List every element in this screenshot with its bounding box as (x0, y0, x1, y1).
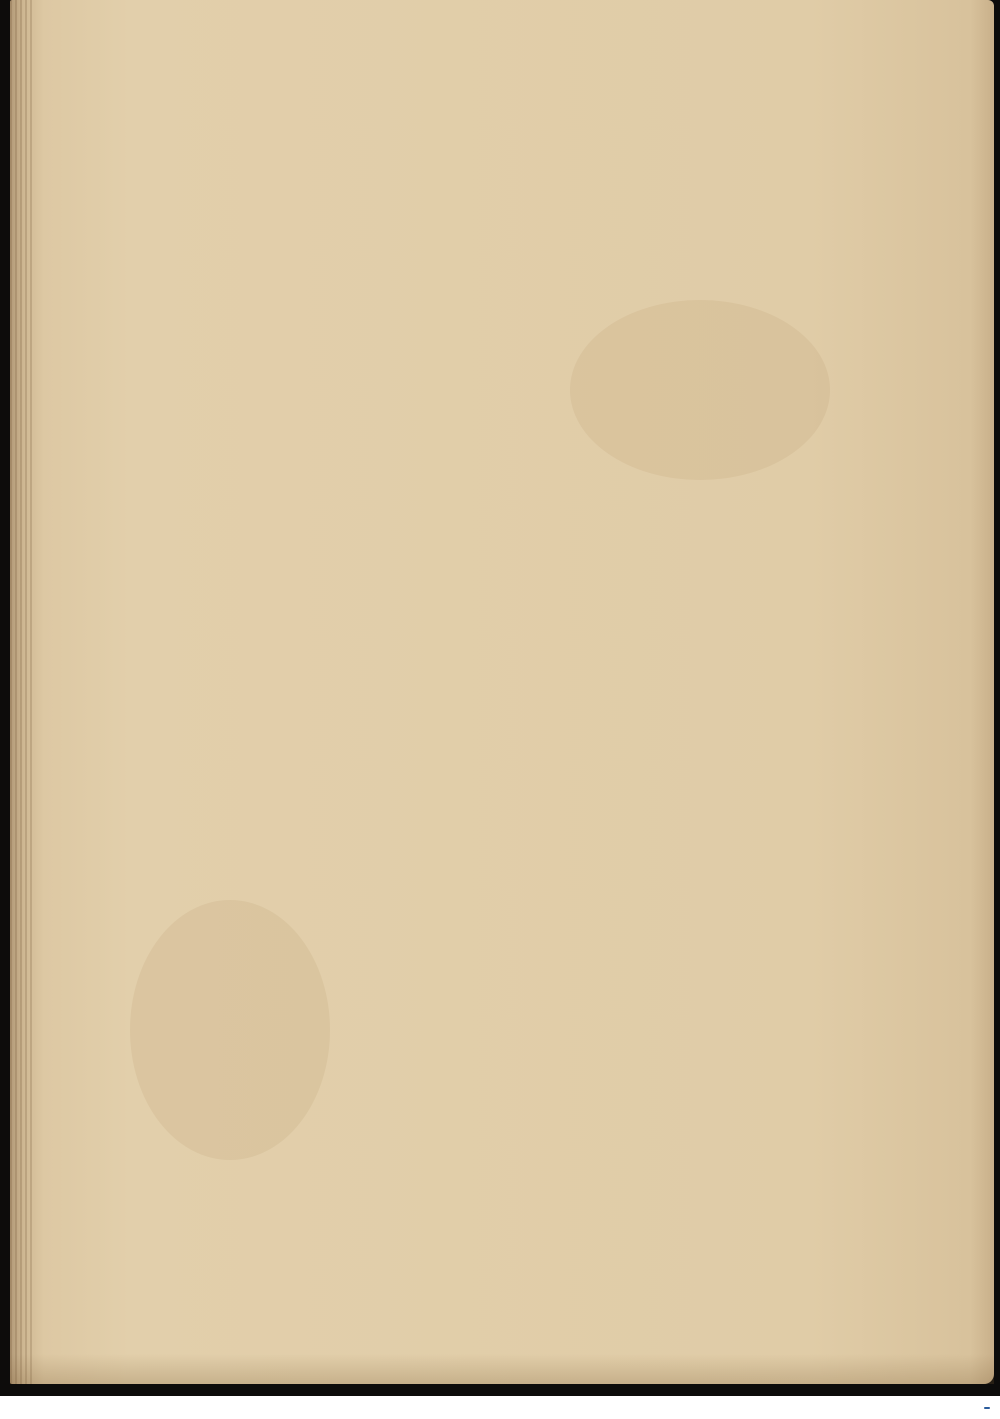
dfg-logo (984, 1407, 990, 1409)
paper-stain (130, 900, 330, 1160)
page-gutter-edge (10, 0, 32, 1384)
page-bottom-shadow (10, 1354, 994, 1384)
book-page (10, 0, 994, 1384)
digitization-footer (0, 1396, 1000, 1419)
paper-stain (570, 300, 830, 480)
decorated-initial-letter (188, 542, 270, 634)
